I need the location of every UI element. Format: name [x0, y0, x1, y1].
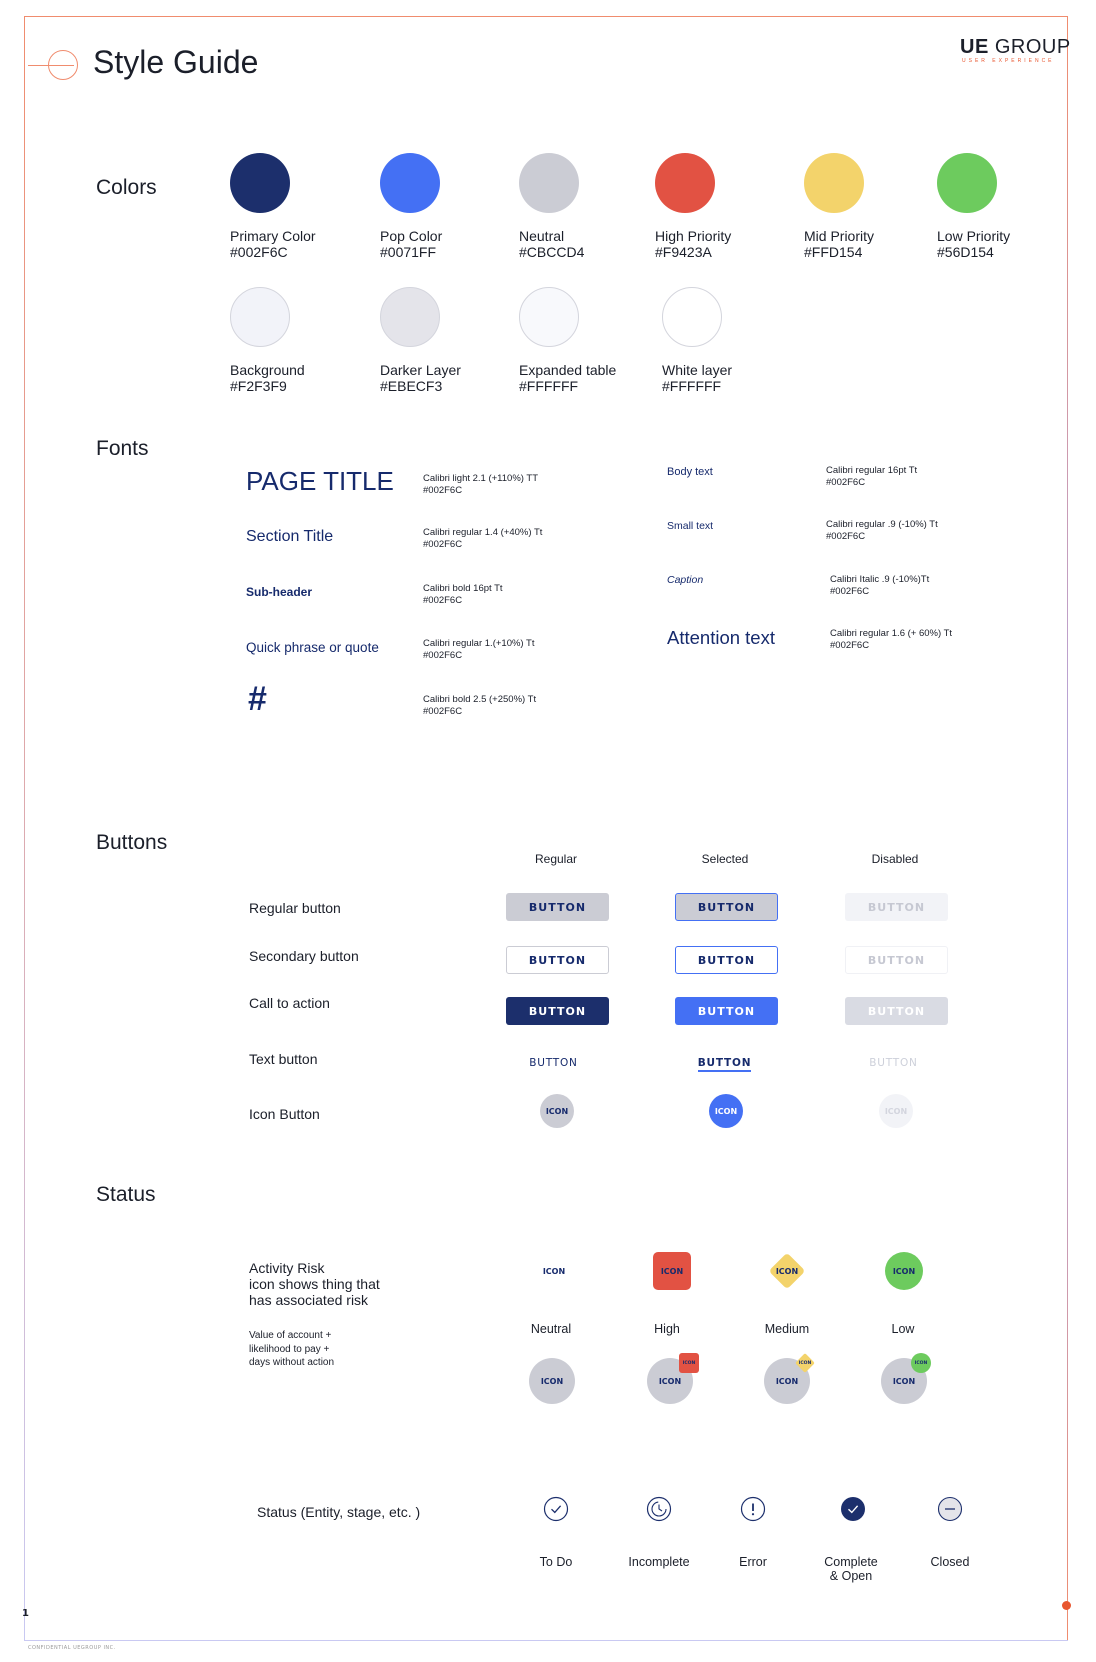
- font-sample-sub-header: Sub-header: [246, 585, 313, 599]
- risk-icon-low: ICON: [885, 1252, 923, 1290]
- column-header-disabled: Disabled: [871, 852, 919, 866]
- risk-label-high: High: [654, 1322, 680, 1336]
- icon-button-disabled[interactable]: ICON: [879, 1094, 913, 1128]
- row-label-call-to-action: Call to action: [249, 995, 330, 1011]
- risk-avatar-medium: ICON: [764, 1358, 810, 1404]
- secondary-button-disabled[interactable]: BUTTON: [845, 946, 948, 974]
- font-spec-body-text: Calibri regular 16pt Tt #002F6C: [826, 465, 918, 488]
- row-label-regular-button: Regular button: [249, 900, 341, 916]
- frame-top-border: [24, 16, 1068, 17]
- font-sample-small-text: Small text: [667, 520, 714, 532]
- brand-logo: [960, 36, 1071, 59]
- font-sample-quote: Quick phrase or quote: [246, 640, 379, 655]
- status-label-to-do: To Do: [539, 1555, 573, 1569]
- risk-badge-high-icon: ICON: [679, 1353, 699, 1373]
- activity-risk-description: Activity Risk icon shows thing that has associated risk: [249, 1260, 380, 1308]
- icon-button-regular[interactable]: ICON: [540, 1094, 574, 1128]
- color-hex: #FFD154: [804, 244, 863, 260]
- row-label-text-button: Text button: [249, 1051, 318, 1067]
- risk-label-medium: Medium: [764, 1322, 810, 1336]
- color-swatch-label: [662, 362, 732, 394]
- risk-avatar-high: ICON: [647, 1358, 693, 1404]
- color-hex: #002F6C: [230, 244, 288, 260]
- column-header-selected: Selected: [701, 852, 749, 866]
- color-swatch-label: [230, 362, 305, 394]
- color-name: Neutral: [519, 228, 565, 244]
- risk-icon-high: ICON: [653, 1252, 691, 1290]
- secondary-button-selected[interactable]: BUTTON: [675, 946, 778, 974]
- color-swatch-circle: [519, 287, 579, 347]
- page-number: 1: [22, 1608, 29, 1619]
- icon-button-selected[interactable]: ICON: [709, 1094, 743, 1128]
- status-label-incomplete: Incomplete: [628, 1555, 690, 1569]
- font-sample-attention-text: Attention text: [667, 627, 775, 648]
- status-label-complete-open: Complete & Open: [824, 1555, 878, 1583]
- color-hex: #CBCCD4: [519, 244, 585, 260]
- color-swatch-circle: [519, 153, 579, 213]
- color-swatch-circle: [230, 287, 290, 347]
- color-swatch-label: [937, 228, 1010, 260]
- risk-badge-low-icon: ICON: [911, 1353, 931, 1373]
- risk-avatar-neutral: ICON: [529, 1358, 575, 1404]
- cta-button-regular[interactable]: BUTTON: [506, 997, 609, 1025]
- color-name: Primary Color: [230, 228, 316, 244]
- frame-bottom-border: [24, 1640, 1068, 1641]
- frame-left-border: [24, 16, 25, 1641]
- column-header-regular: Regular: [534, 852, 578, 866]
- section-heading-status: Status: [96, 1183, 156, 1206]
- regular-button-selected[interactable]: BUTTON: [675, 893, 778, 921]
- color-name: Darker Layer: [380, 362, 461, 378]
- color-name: High Priority: [655, 228, 732, 244]
- row-label-icon-button: Icon Button: [249, 1106, 320, 1122]
- activity-risk-note: Value of account + likelihood to pay + days without action: [249, 1330, 335, 1368]
- color-swatch-label: [519, 228, 584, 260]
- font-spec-attention-text: Calibri regular 1.6 (+ 60%) Tt #002F6C: [830, 628, 953, 651]
- frame-right-border: [1067, 16, 1068, 1641]
- font-spec-sub-header: Calibri bold 16pt Tt #002F6C: [423, 583, 503, 606]
- status-label-error: Error: [739, 1555, 767, 1569]
- color-swatch-circle: [804, 153, 864, 213]
- font-spec-caption: Calibri Italic .9 (-10%)Tt #002F6C: [830, 574, 930, 597]
- color-name: Low Priority: [937, 228, 1011, 244]
- color-swatch-circle: [937, 153, 997, 213]
- color-swatch-label: [519, 362, 616, 394]
- risk-icon-medium-label: ICON: [775, 1266, 799, 1276]
- color-swatch-label: [380, 228, 442, 260]
- color-swatch-label: [230, 228, 316, 260]
- risk-badge-medium-icon: [795, 1353, 815, 1373]
- confidential-note: CONFIDENTIAL UEGROUP INC.: [28, 1645, 116, 1651]
- font-spec-hash: Calibri bold 2.5 (+250%) Tt #002F6C: [423, 694, 537, 717]
- check-filled-icon: [840, 1496, 866, 1522]
- text-button-regular[interactable]: BUTTON: [529, 1057, 578, 1069]
- frame-corner-dot: [1062, 1601, 1071, 1610]
- color-hex: #0071FF: [380, 244, 437, 260]
- color-name: Mid Priority: [804, 228, 875, 244]
- risk-badge-medium-label: ICON: [798, 1360, 812, 1366]
- error-exclamation-icon: [740, 1496, 766, 1522]
- font-sample-section-title: Section Title: [246, 528, 334, 545]
- cta-button-selected[interactable]: BUTTON: [675, 997, 778, 1025]
- font-sample-body-text: Body text: [667, 466, 713, 478]
- color-swatch-circle: [380, 153, 440, 213]
- font-spec-page-title: Calibri light 2.1 (+110%) TT #002F6C: [423, 473, 539, 496]
- clock-incomplete-icon: [646, 1496, 672, 1522]
- font-spec-quote: Calibri regular 1.(+10%) Tt #002F6C: [423, 638, 535, 661]
- text-button-disabled[interactable]: BUTTON: [869, 1057, 918, 1069]
- font-spec-section-title: Calibri regular 1.4 (+40%) Tt #002F6C: [423, 527, 543, 550]
- color-hex: #FFFFFF: [519, 378, 579, 394]
- color-name: White layer: [662, 362, 733, 378]
- title-decor-circle: [48, 50, 78, 80]
- risk-icon-neutral: ICON: [542, 1266, 566, 1276]
- color-swatch-circle: [230, 153, 290, 213]
- cta-button-disabled[interactable]: BUTTON: [845, 997, 948, 1025]
- risk-label-low: Low: [891, 1322, 915, 1336]
- color-swatch-label: [380, 362, 461, 394]
- regular-button-disabled[interactable]: BUTTON: [845, 893, 948, 921]
- secondary-button-regular[interactable]: BUTTON: [506, 946, 609, 974]
- color-name: Pop Color: [380, 228, 443, 244]
- status-label-closed: Closed: [930, 1555, 970, 1569]
- color-swatch-circle: [655, 153, 715, 213]
- brand-logo-main: UE: [960, 36, 989, 58]
- color-name: Background: [230, 362, 305, 378]
- font-sample-page-title: PAGE TITLE: [246, 466, 394, 496]
- brand-logo-suffix: GROUP: [994, 36, 1071, 58]
- section-heading-fonts: Fonts: [96, 437, 149, 460]
- text-button-selected[interactable]: BUTTON: [673, 1057, 776, 1069]
- regular-button-regular[interactable]: BUTTON: [506, 893, 609, 921]
- color-swatch-label: [655, 228, 731, 260]
- font-sample-caption: Caption: [667, 574, 704, 586]
- color-hex: #56D154: [937, 244, 994, 260]
- section-heading-buttons: Buttons: [96, 831, 168, 854]
- risk-avatar-low: ICON: [881, 1358, 927, 1404]
- check-circle-icon: [543, 1496, 569, 1522]
- color-hex: #EBECF3: [380, 378, 443, 394]
- entity-status-title: Status (Entity, stage, etc. ): [257, 1504, 421, 1520]
- risk-label-neutral: Neutral: [530, 1322, 572, 1336]
- section-heading-colors: Colors: [96, 176, 157, 199]
- color-hex: #F9423A: [655, 244, 712, 260]
- risk-icon-medium: [769, 1253, 805, 1289]
- color-swatch-circle: [662, 287, 722, 347]
- row-label-secondary-button: Secondary button: [249, 948, 359, 964]
- color-name: Expanded table: [519, 362, 617, 378]
- color-hex: #FFFFFF: [662, 378, 722, 394]
- font-spec-small-text: Calibri regular .9 (-10%) Tt #002F6C: [826, 519, 938, 542]
- color-hex: #F2F3F9: [230, 378, 287, 394]
- font-sample-hash: #: [248, 680, 267, 718]
- brand-tagline: USER EXPERIENCE: [962, 58, 1055, 64]
- color-swatch-label: [804, 228, 874, 260]
- page-title: Style Guide: [93, 44, 259, 80]
- minus-circle-closed-icon: [937, 1496, 963, 1522]
- color-swatch-circle: [380, 287, 440, 347]
